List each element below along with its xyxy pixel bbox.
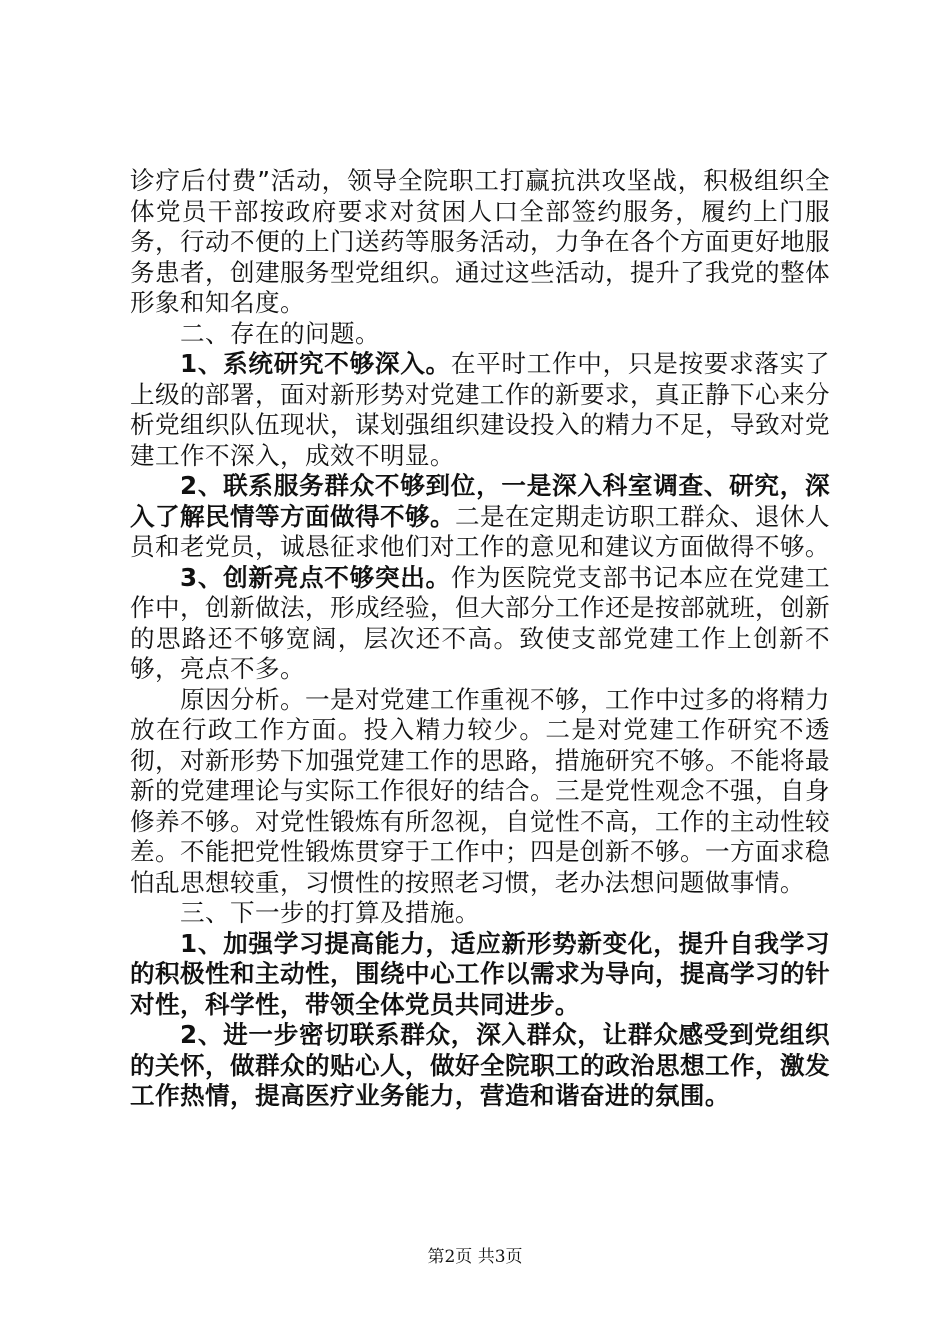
paragraph-text: 1、系统研究不够深入。	[180, 349, 451, 378]
paragraph-text: 二、存在的问题。	[180, 318, 380, 348]
paragraph-p8	[130, 1020, 830, 1112]
paragraph-p4	[130, 563, 830, 685]
document-body	[130, 166, 830, 1112]
paragraph-text: 2、联系服务群众不够到位，一是深入科室调查、研究，深入了解民情等方面做得不够。	[130, 471, 830, 531]
paragraph-p0	[130, 166, 830, 319]
paragraph-p6	[130, 898, 830, 929]
paragraph-text: 诊疗后付费”活动，领导全院职工打赢抗洪攻坚战，积极组织全体党员干部按政府要求对贫困人口全部签约服务，履约上门服务，行动不便的上门送药等服务活动，力争在各个方面更好地服务患者，创建服务型党组织。通过这些活动，提升了我党的整体形象和知名度。	[130, 166, 830, 317]
paragraph-text: 原因分析。一是对党建工作重视不够，工作中过多的将精力放在行政工作方面。投入精力较少。二是对党建工作研究不透彻，对新形势下加强党建工作的思路，措施研究不够。不能将最新的党建理论与实际工作很好的结合。三是党性观念不强，自身修养不够。对党性锻炼有所忽视，自觉性不高，工作的主动性较差。不能把党性锻炼贯穿于工作中；四是创新不够。一方面求稳怕乱思想较重，习惯性的按照老习惯，老办法想问题做事情。	[130, 684, 830, 897]
paragraph-p1	[130, 319, 830, 350]
paragraph-text: 3、创新亮点不够突出。	[180, 562, 451, 592]
paragraph-p2	[130, 349, 830, 471]
paragraph-text: 在平时工作中，只是按要求落实了上级的部署，面对新形势对党建工作的新要求，真正静下心来分析党组织队伍现状，谋划强组织建设投入的精力不足，导致对党建工作不深入，成效不明显。	[130, 349, 830, 470]
paragraph-p7	[130, 929, 830, 1021]
paragraph-text: 三、下一步的打算及措施。	[180, 898, 480, 927]
paragraph-text: 2、进一步密切联系群众，深入群众，让群众感受到党组织的关怀，做群众的贴心人，做好全院职工的政治思想工作，激发工作热情，提高医疗业务能力，营造和谐奋进的氛围。	[130, 1020, 830, 1110]
paragraph-text: 作为医院党支部书记本应在党建工作中，创新做法，形成经验，但大部分工作还是按部就班，创新的思路还不够宽阔，层次还不高。致使支部党建工作上创新不够，亮点不多。	[130, 562, 830, 683]
paragraph-text: 二是在定期走访职工群众、退休人员和老党员，诚恳征求他们对工作的意见和建议方面做得不够。	[130, 501, 830, 561]
paragraph-text: 1、加强学习提高能力，适应新形势新变化，提升自我学习的积极性和主动性，围绕中心工作以需求为导向，提高学习的针对性，科学性，带领全体党员共同进步。	[130, 928, 830, 1019]
paragraph-p5	[130, 685, 830, 899]
page-footer: 第2页 共3页	[427, 1247, 523, 1267]
paragraph-p3	[130, 471, 830, 563]
